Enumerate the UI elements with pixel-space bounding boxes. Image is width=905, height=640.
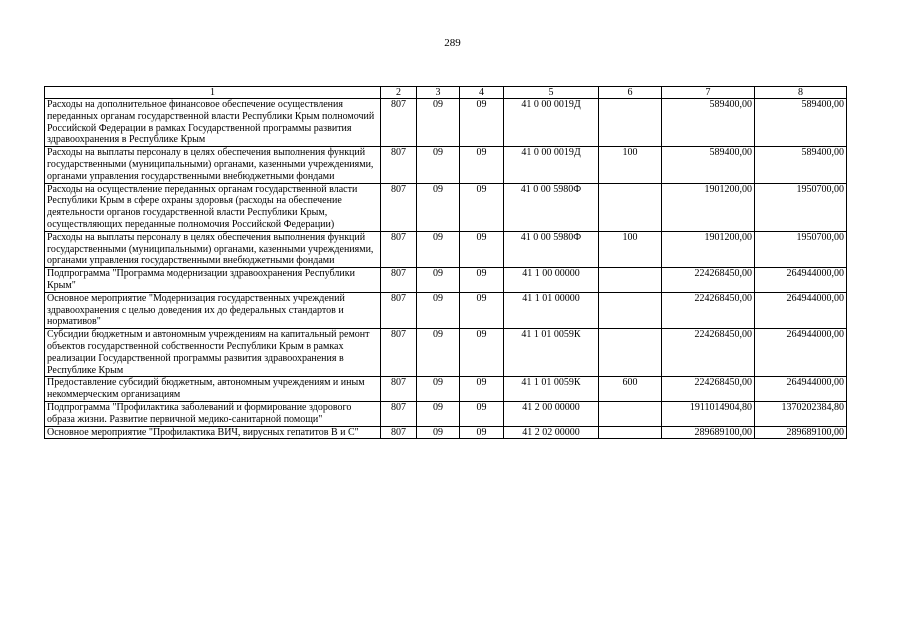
row-amount-year2: 264944000,00 (755, 292, 847, 328)
table-row (45, 268, 847, 293)
row-amount-year1: 224268450,00 (662, 292, 755, 328)
row-ministry-code: 807 (381, 401, 417, 426)
row-amount-year1: 224268450,00 (662, 329, 755, 377)
page-number: 289 (444, 37, 461, 49)
row-amount-year2: 1950700,00 (755, 231, 847, 267)
row-target-article: 41 2 02 00000 (504, 426, 599, 439)
row-expense-type (599, 183, 662, 231)
col-header-3: 3 (417, 87, 460, 99)
row-amount-year1: 589400,00 (662, 147, 755, 183)
row-section-code: 09 (417, 268, 460, 293)
row-ministry-code: 807 (381, 231, 417, 267)
row-amount-year2: 589400,00 (755, 147, 847, 183)
row-amount-year1: 589400,00 (662, 99, 755, 147)
col-header-6: 6 (599, 87, 662, 99)
row-section-code: 09 (417, 147, 460, 183)
row-target-article: 41 1 01 0059К (504, 329, 599, 377)
table-row (45, 292, 847, 328)
row-section-code: 09 (417, 292, 460, 328)
row-expense-type: 100 (599, 147, 662, 183)
row-target-article: 41 0 00 0019Д (504, 147, 599, 183)
row-section-code: 09 (417, 426, 460, 439)
row-description: Подпрограмма "Профилактика заболеваний и формирование здорового образа жизни. Развитие первичной медико-санитарной помощи" (45, 401, 381, 426)
row-section-code: 09 (417, 99, 460, 147)
header-row (45, 87, 847, 99)
row-target-article: 41 1 00 00000 (504, 268, 599, 293)
col-header-4: 4 (460, 87, 504, 99)
row-amount-year2: 289689100,00 (755, 426, 847, 439)
row-ministry-code: 807 (381, 99, 417, 147)
row-target-article: 41 1 01 0059К (504, 377, 599, 402)
col-header-5: 5 (504, 87, 599, 99)
row-subsection-code: 09 (460, 329, 504, 377)
row-description: Предоставление субсидий бюджетным, автономным учреждениям и иным некоммерческим организациям (45, 377, 381, 402)
row-expense-type (599, 426, 662, 439)
row-expense-type: 100 (599, 231, 662, 267)
col-header-7: 7 (662, 87, 755, 99)
row-amount-year2: 589400,00 (755, 99, 847, 147)
row-target-article: 41 0 00 0019Д (504, 99, 599, 147)
row-section-code: 09 (417, 183, 460, 231)
row-ministry-code: 807 (381, 377, 417, 402)
row-target-article: 41 1 01 00000 (504, 292, 599, 328)
row-amount-year2: 264944000,00 (755, 268, 847, 293)
col-header-1: 1 (45, 87, 381, 99)
row-expense-type (599, 268, 662, 293)
row-amount-year1: 1901200,00 (662, 183, 755, 231)
row-ministry-code: 807 (381, 329, 417, 377)
row-subsection-code: 09 (460, 99, 504, 147)
row-expense-type (599, 329, 662, 377)
row-ministry-code: 807 (381, 268, 417, 293)
row-description: Расходы на осуществление переданных органам государственной власти Республики Крым в сфере охраны здоровья (расходы на обеспечение деятельности органов государственной власти Республики Крым, осуществляющих переданные полномочия Российской Федерации) (45, 183, 381, 231)
row-amount-year2: 1950700,00 (755, 183, 847, 231)
row-section-code: 09 (417, 401, 460, 426)
table-row (45, 231, 847, 267)
table-row (45, 426, 847, 439)
row-subsection-code: 09 (460, 183, 504, 231)
row-description: Расходы на дополнительное финансовое обеспечение осуществления переданных органам государственной власти Республики Крым полномочий Российской Федерации в рамках Государственной программы развития здравоохранения в Республике Крым (45, 99, 381, 147)
row-target-article: 41 0 00 5980Ф (504, 183, 599, 231)
row-target-article: 41 0 00 5980Ф (504, 231, 599, 267)
row-subsection-code: 09 (460, 147, 504, 183)
row-ministry-code: 807 (381, 426, 417, 439)
table-row (45, 99, 847, 147)
row-amount-year1: 1911014904,80 (662, 401, 755, 426)
row-expense-type (599, 401, 662, 426)
row-description: Основное мероприятие "Профилактика ВИЧ, вирусных гепатитов В и С" (45, 426, 381, 439)
row-expense-type: 600 (599, 377, 662, 402)
row-section-code: 09 (417, 329, 460, 377)
row-amount-year1: 224268450,00 (662, 377, 755, 402)
col-header-2: 2 (381, 87, 417, 99)
row-expense-type (599, 99, 662, 147)
row-subsection-code: 09 (460, 268, 504, 293)
row-ministry-code: 807 (381, 292, 417, 328)
row-section-code: 09 (417, 377, 460, 402)
row-ministry-code: 807 (381, 147, 417, 183)
col-header-8: 8 (755, 87, 847, 99)
row-amount-year1: 224268450,00 (662, 268, 755, 293)
row-subsection-code: 09 (460, 401, 504, 426)
row-subsection-code: 09 (460, 426, 504, 439)
row-description: Расходы на выплаты персоналу в целях обеспечения выполнения функций государственными (муниципальными) органами, казенными учреждениями, органами управления государственными внебюджетными фондами (45, 231, 381, 267)
table-row (45, 147, 847, 183)
row-ministry-code: 807 (381, 183, 417, 231)
table-row (45, 329, 847, 377)
row-description: Субсидии бюджетным и автономным учреждениям на капитальный ремонт объектов государственной собственности Республики Крым в рамках реализации Государственной программы развития здравоохранения в Республике Крым (45, 329, 381, 377)
row-amount-year2: 264944000,00 (755, 377, 847, 402)
table-row (45, 401, 847, 426)
row-section-code: 09 (417, 231, 460, 267)
budget-table (44, 86, 847, 439)
row-subsection-code: 09 (460, 377, 504, 402)
row-subsection-code: 09 (460, 231, 504, 267)
row-amount-year2: 264944000,00 (755, 329, 847, 377)
row-expense-type (599, 292, 662, 328)
row-description: Подпрограмма "Программа модернизации здравоохранения Республики Крым" (45, 268, 381, 293)
row-description: Расходы на выплаты персоналу в целях обеспечения выполнения функций государственными (муниципальными) органами, казенными учреждениями, органами управления государственными внебюджетными фондами (45, 147, 381, 183)
row-description: Основное мероприятие "Модернизация государственных учреждений здравоохранения с целью доведения их до федеральных стандартов и нормативов" (45, 292, 381, 328)
row-amount-year1: 1901200,00 (662, 231, 755, 267)
row-amount-year1: 289689100,00 (662, 426, 755, 439)
row-subsection-code: 09 (460, 292, 504, 328)
row-amount-year2: 1370202384,80 (755, 401, 847, 426)
table-row (45, 183, 847, 231)
row-target-article: 41 2 00 00000 (504, 401, 599, 426)
table-row (45, 377, 847, 402)
